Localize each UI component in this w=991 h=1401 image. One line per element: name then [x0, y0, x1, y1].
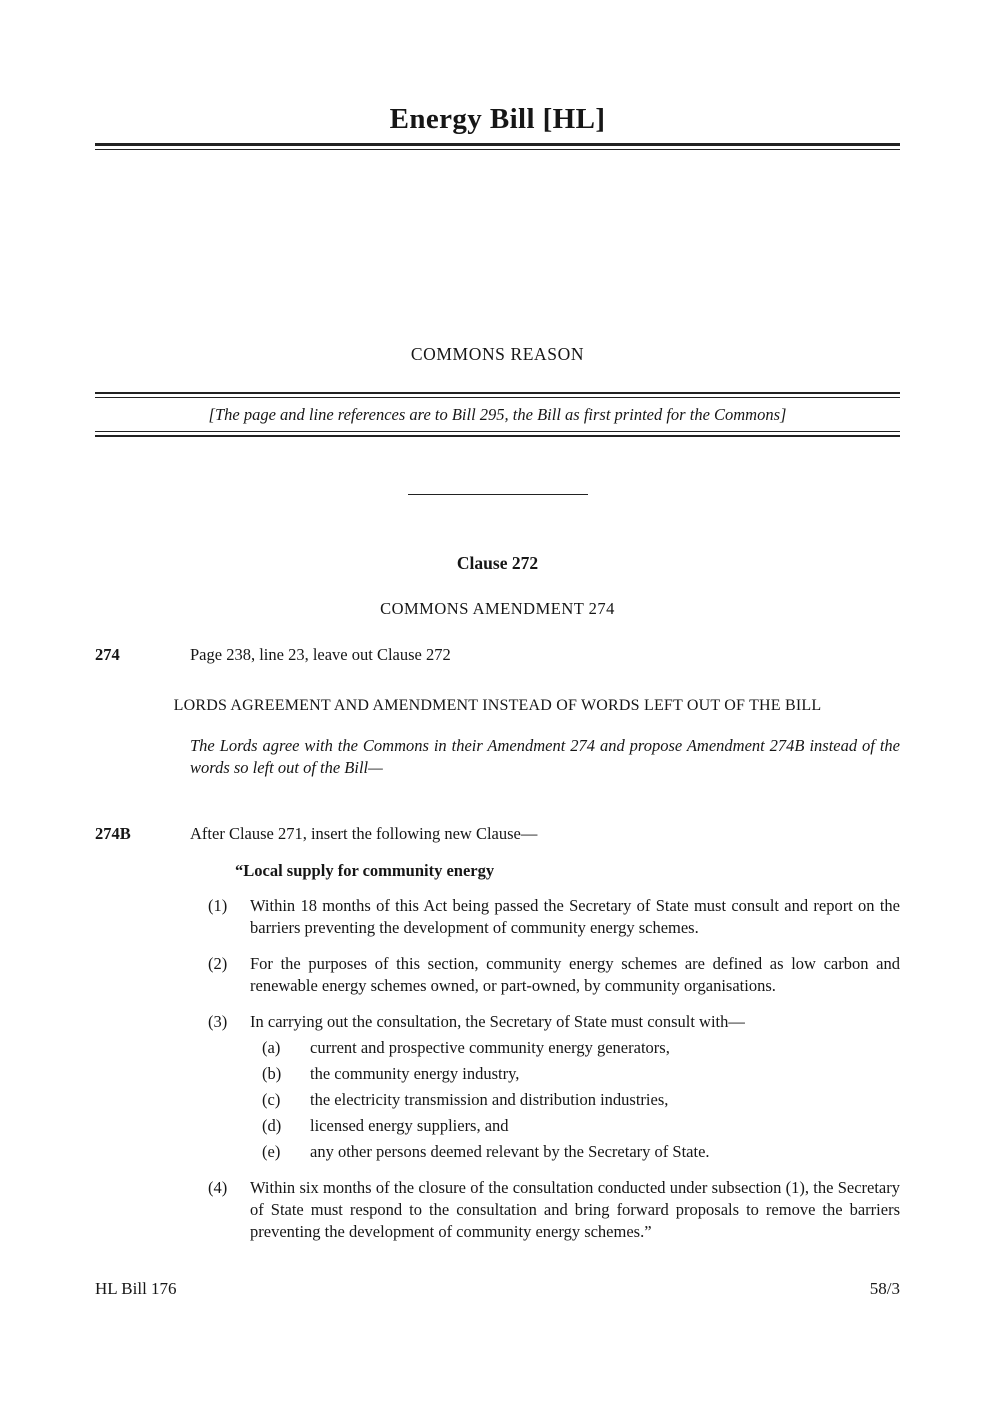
- consultee-item-a: [262, 1037, 900, 1059]
- consultee-b-text: the community energy industry,: [310, 1064, 520, 1083]
- consultee-b-letter: (b): [262, 1064, 282, 1083]
- page-footer: [95, 1279, 900, 1299]
- footer-page-ref: 58/3: [869, 1279, 900, 1298]
- subsection-4: [208, 1177, 900, 1243]
- consultee-d-letter: (d): [262, 1116, 282, 1135]
- consultee-item-e: [262, 1141, 900, 1163]
- amendment-274b-intro: After Clause 271, insert the following new Clause—: [190, 824, 538, 843]
- consultee-e-text: any other persons deemed relevant by the Secretary of State.: [310, 1142, 710, 1161]
- reference-note-box: [95, 392, 900, 437]
- subsection-4-text: Within six months of the closure of the consultation conducted under subsection (1), the Secretary of State must respond to the consultation and bring forward proposals to remove the barriers preventing the development of community energy schemes.”: [250, 1178, 900, 1241]
- consultee-c-text: the electricity transmission and distribution industries,: [310, 1090, 669, 1109]
- subsection-3-number: (3): [208, 1012, 228, 1031]
- reference-rule-bottom: [95, 431, 900, 437]
- subsection-1-text: Within 18 months of this Act being passed the Secretary of State must consult and report on the barriers preventing the development of community energy schemes.: [250, 896, 900, 937]
- amendment-274-number: 274: [95, 645, 120, 664]
- amendment-274-row: [95, 644, 900, 666]
- footer-bill-number: HL Bill 176: [95, 1279, 177, 1298]
- clause-heading: Clause 272: [456, 553, 539, 573]
- consultee-d-text: licensed energy suppliers, and: [310, 1116, 509, 1135]
- commons-reason-heading: COMMONS REASON: [410, 344, 585, 364]
- title-double-rule: [95, 143, 900, 150]
- amendment-274b-row: [95, 823, 900, 845]
- consultee-c-letter: (c): [262, 1090, 281, 1109]
- subsection-2-number: (2): [208, 954, 228, 973]
- new-clause-title: “Local supply for community energy: [235, 861, 495, 880]
- consultee-item-c: [262, 1089, 900, 1111]
- consultee-item-d: [262, 1115, 900, 1137]
- commons-amendment-heading: COMMONS AMENDMENT 274: [380, 599, 615, 618]
- consultee-a-text: current and prospective community energy generators,: [310, 1038, 670, 1057]
- subsection-3-text: In carrying out the consultation, the Secretary of State must consult with—: [250, 1012, 745, 1031]
- subsection-3: [208, 1011, 900, 1033]
- subsection-2: [208, 953, 900, 997]
- consultee-item-b: [262, 1063, 900, 1085]
- lords-agreement-heading: LORDS AGREEMENT AND AMENDMENT INSTEAD OF WORDS LEFT OUT OF THE BILL: [173, 697, 822, 714]
- lords-agreement-note: The Lords agree with the Commons in their Amendment 274 and propose Amendment 274B instead of the words so left out of the Bill—: [190, 736, 900, 777]
- subsection-1: [208, 895, 900, 939]
- consultee-e-letter: (e): [262, 1142, 281, 1161]
- subsection-4-number: (4): [208, 1178, 228, 1197]
- separator-rule: [408, 494, 588, 495]
- page-content: [95, 0, 900, 1243]
- amendment-274-text: Page 238, line 23, leave out Clause 272: [190, 645, 451, 664]
- consultee-a-letter: (a): [262, 1038, 281, 1057]
- reference-note: [The page and line references are to Bill 295, the Bill as first printed for the Commons]: [208, 405, 787, 424]
- subsection-1-number: (1): [208, 896, 228, 915]
- document-title: Energy Bill [HL]: [389, 103, 606, 135]
- amendment-274b-number: 274B: [95, 824, 131, 843]
- subsection-2-text: For the purposes of this section, community energy schemes are defined as low carbon and renewable energy schemes owned, or part-owned, by community organisations.: [250, 954, 900, 995]
